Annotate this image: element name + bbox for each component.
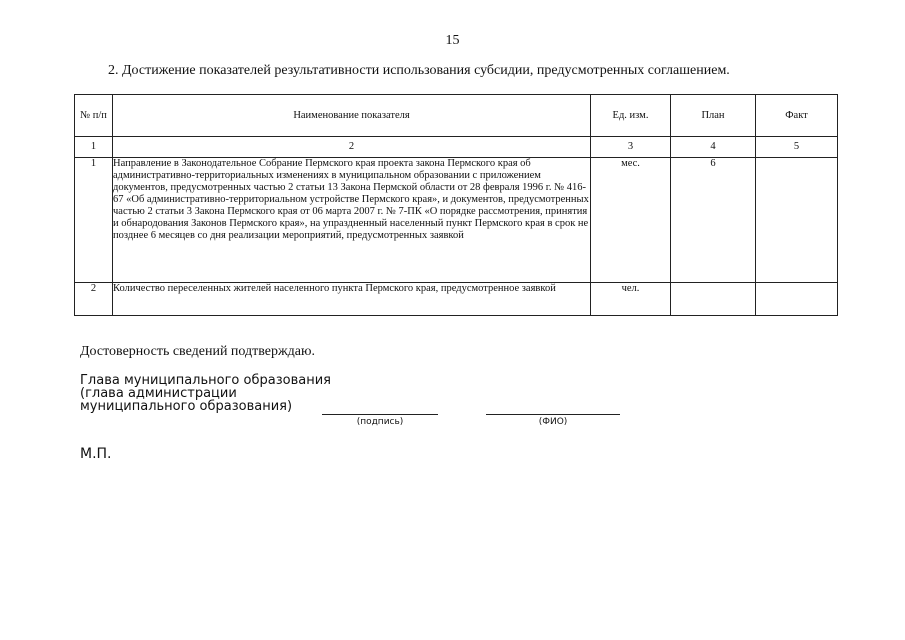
table-header-row (75, 95, 838, 137)
name-caption: (ФИО) (538, 417, 568, 427)
section-heading: 2. Достижение показателей результативности использования субсидии, предусмотренных соглашением. (108, 63, 730, 78)
header-fact: Факт (756, 95, 838, 137)
indicators-table (74, 94, 838, 316)
column-number: 3 (591, 137, 671, 158)
row-num: 1 (75, 158, 113, 283)
row-indicator-name: Количество переселенных жителей населенного пункта Пермского края, предусмотренное заявкой (113, 283, 591, 316)
row-indicator-name: Направление в Законодательное Собрание Пермского края проекта закона Пермского края об административно-территориальных изменениях в муниципальном образовании с приложением документов, предусмотренных частью 2 статьи 13 Закона Пермской области от 28 февраля 1996 г. № 416-67 «Об административно-территориальном устройстве Пермского края», и документов, предусмотренных частью 2 статьи 3 Закона Пермского края от 06 марта 2007 г. № 7-ПК «О порядке рассмотрения, принятия и обнародования Законов Пермского края», на упраздненный населенный пункт Пермского края в срок не позднее 6 месяцев со дня реализации мероприятий, предусмотренных заявкой (113, 158, 591, 283)
signature-caption: (подпись) (356, 417, 404, 427)
row-plan: 6 (671, 158, 756, 283)
row-num: 2 (75, 283, 113, 316)
column-number-row (75, 137, 838, 158)
column-number: 1 (75, 137, 113, 158)
signatory-title: Глава муниципального образования (глава администрации муниципального образования) (80, 373, 331, 414)
signature-line (322, 414, 438, 415)
header-name: Наименование показателя (113, 95, 591, 137)
page-number: 15 (445, 33, 460, 48)
row-fact (756, 283, 838, 316)
header-unit: Ед. изм. (591, 95, 671, 137)
row-unit: мес. (591, 158, 671, 283)
table-row (75, 283, 838, 316)
row-plan (671, 283, 756, 316)
column-number: 5 (756, 137, 838, 158)
header-plan: План (671, 95, 756, 137)
row-fact (756, 158, 838, 283)
table-row (75, 158, 838, 283)
confirmation-text: Достоверность сведений подтверждаю. (80, 344, 315, 359)
column-number: 4 (671, 137, 756, 158)
seal-mark: М.П. (80, 446, 112, 462)
header-num: № п/п (75, 95, 113, 137)
name-line (486, 414, 620, 415)
column-number: 2 (113, 137, 591, 158)
row-unit: чел. (591, 283, 671, 316)
